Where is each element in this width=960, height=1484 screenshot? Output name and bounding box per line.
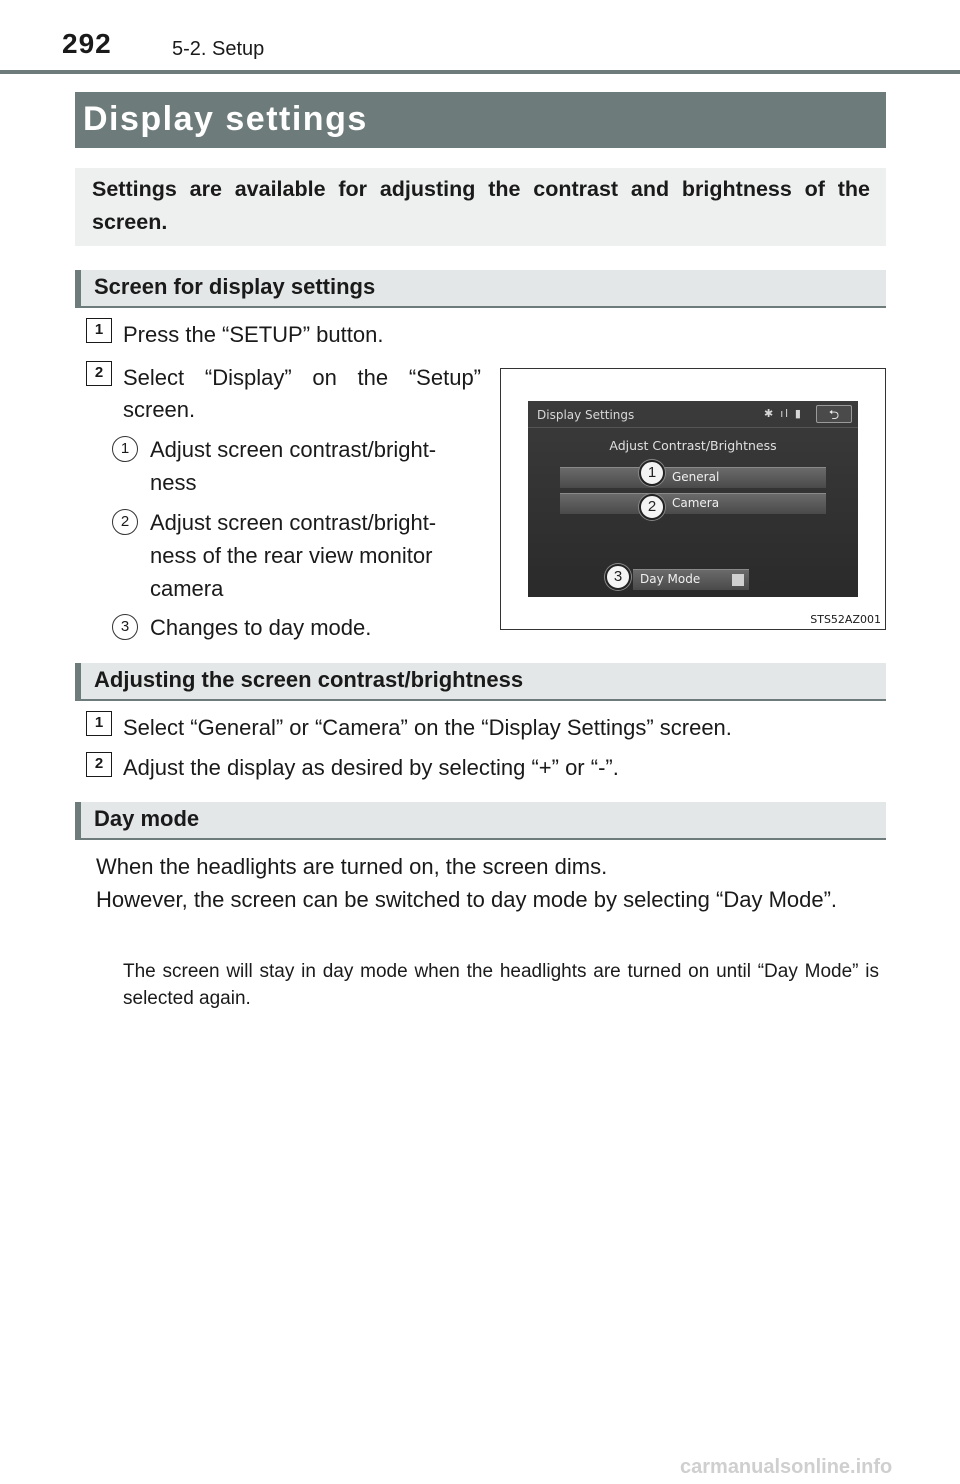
intro-box: Settings are available for adjusting the contrast and brightness of the screen.	[75, 168, 886, 246]
callout-text: Adjust screen contrast/bright-	[150, 437, 437, 462]
figure-callout: 2	[639, 494, 665, 520]
callout-text: Changes to day mode.	[150, 615, 372, 640]
step-badge: 1	[86, 711, 112, 736]
page-number: 292	[62, 28, 112, 59]
camera-button: Camera	[560, 493, 826, 514]
day-mode-checkbox	[732, 574, 744, 586]
callout-text: ness	[150, 470, 197, 495]
screen-subtitle: Adjust Contrast/Brightness	[609, 438, 777, 453]
status-icons: ✱ ıl ▮	[764, 408, 803, 420]
step-text: Press the “SETUP” button.	[123, 322, 384, 347]
step-badge: 1	[86, 318, 112, 343]
step-badge: 2	[86, 361, 112, 386]
title-bar	[75, 92, 886, 148]
screen-mockup	[528, 401, 858, 597]
heading-screen-settings: Screen for display settings	[75, 270, 886, 308]
figure-callout: 1	[639, 460, 665, 486]
back-icon: ⮌	[816, 405, 852, 423]
header-rule	[0, 70, 960, 74]
figure-code: STS52AZ001	[810, 613, 881, 626]
day-mode-button	[633, 569, 749, 590]
step-text-line2: screen.	[123, 397, 196, 422]
step-text: Adjust the display as desired by selecting “+” or “-”.	[123, 755, 619, 780]
display-settings-figure	[500, 368, 886, 630]
screen-divider	[528, 427, 858, 428]
callout-number: 2	[112, 509, 138, 535]
day-mode-paragraph: When the headlights are turned on, the screen dims.	[96, 854, 608, 879]
day-mode-paragraph: However, the screen can be switched to day mode by selecting “Day Mode”.	[96, 887, 838, 912]
callout-number: 3	[112, 614, 138, 640]
callout-text: Adjust screen contrast/bright-	[150, 510, 437, 535]
day-mode-note: The screen will stay in day mode when the headlights are turned on until “Day Mode” is selected again.	[123, 961, 879, 1009]
general-button: General	[560, 467, 826, 488]
step-badge: 2	[86, 752, 112, 777]
callout-number: 1	[112, 436, 138, 462]
section-path: 5-2. Setup	[172, 38, 265, 60]
callout-text: camera	[150, 576, 224, 601]
heading-day-mode: Day mode	[75, 802, 886, 840]
screen-title: Display Settings	[537, 408, 635, 422]
callout-text: ness of the rear view monitor	[150, 543, 433, 568]
heading-adjust-contrast: Adjusting the screen contrast/brightness	[75, 663, 886, 701]
step-text-line1: Select “Display” on the “Setup”	[123, 365, 481, 390]
figure-callout: 3	[605, 564, 631, 590]
step-text: Select “General” or “Camera” on the “Display Settings” screen.	[123, 715, 732, 740]
day-mode-label: Day Mode	[640, 572, 701, 586]
watermark: carmanualsonline.info	[680, 1456, 893, 1478]
page-title: Display settings	[83, 100, 368, 138]
